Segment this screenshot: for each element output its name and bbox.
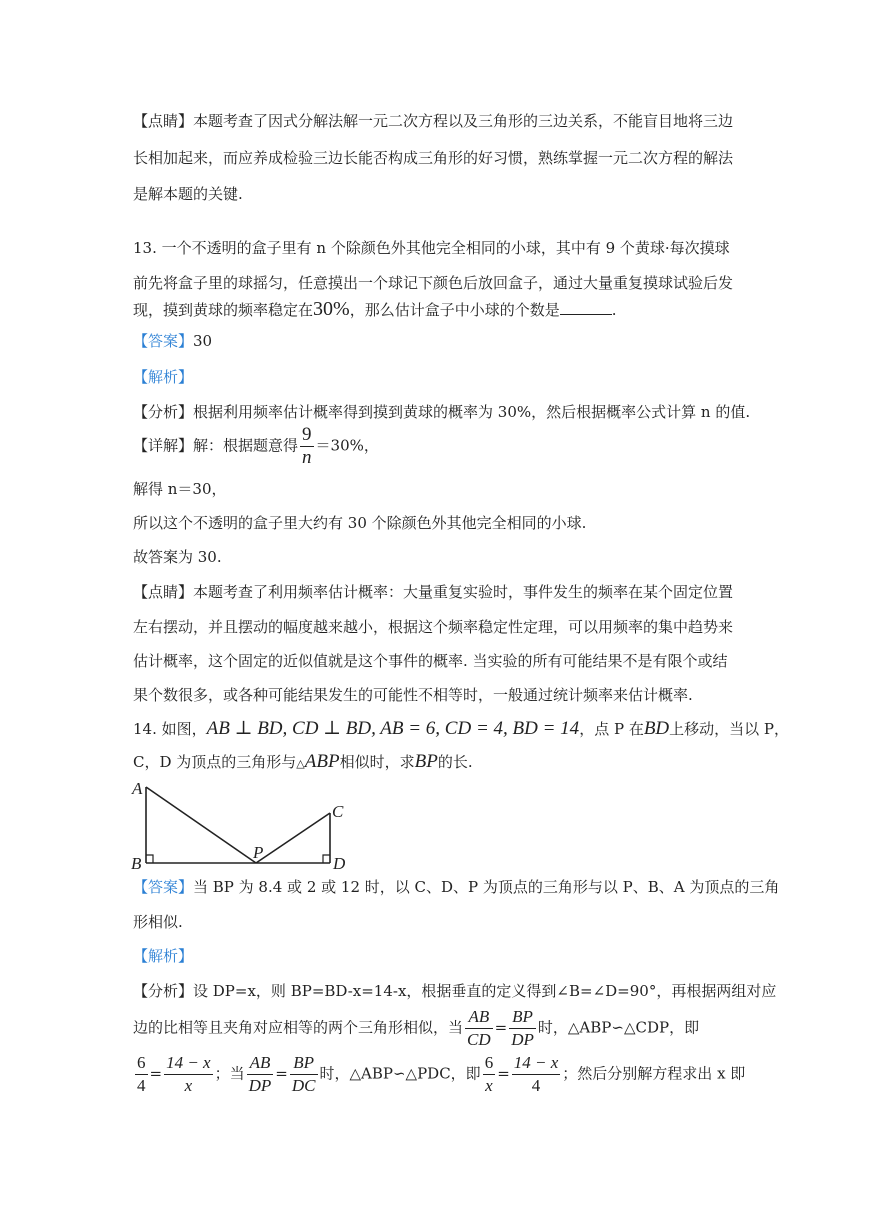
answer-tag: 【答案】 [133,332,194,350]
q13-stem-text: 现，摸到黄球的频率稳定在 [133,301,314,319]
q14-segment-bd: BD [643,718,670,739]
q13-stem-end: . [611,301,617,319]
prev-review-text-1: 本题考查了因式分解法解一元二次方程以及三角形的三边关系，不能盲目地将三边 [193,112,734,130]
fraction-denominator: DP [248,1076,272,1095]
fraction-numerator: 6 [137,1053,146,1072]
equals-sign: = [494,1018,508,1037]
fraction-denominator: CD [467,1030,491,1049]
fraction-numerator: AB [249,1053,271,1072]
q14-analysis-head [133,945,193,967]
fraction-numerator: 14 − x [166,1053,211,1072]
fraction-6-4 [135,1052,148,1097]
label-c: C [332,802,344,821]
q14-stem2-text-3: 的长. [437,753,473,771]
fraction-6-over-x [483,1052,496,1097]
q13-review-line-4: 果个数很多，或各种可能结果发生的可能性不相等时，一般通过统计频率来估计概率. [133,686,693,704]
q14-stem-text-2: ，点 P 在 [579,720,644,738]
label-b: B [131,854,142,871]
q13-step-1: 解得 n＝30， [133,480,227,498]
q14-analyze-text-4: ；当 [214,1064,245,1083]
q13-analysis-head [133,366,193,388]
analyze-tag: 【分析】 [133,403,194,421]
prev-review-line-3: 是解本题的关键. [133,185,243,203]
answer-tag: 【答案】 [133,878,194,896]
q13-review-line-1 [133,581,733,603]
label-d: D [333,854,346,871]
label-p: P [253,843,264,862]
fraction-ab-dp [247,1052,274,1097]
q14-stem2-text: C，D 为顶点的三角形与 [133,753,297,771]
fraction-denominator: DP [511,1030,534,1049]
q13-review-line-3: 估计概率，这个固定的近似值就是这个事件的概率. 当实验的所有可能结果不是有限个或结 [133,652,728,670]
right-angle-mark-b [146,855,153,863]
fraction-denominator: x [483,1074,496,1097]
q14-analyze-text-3: 时，△ABP∽△CDP，即 [537,1018,700,1037]
analyze-tag: 【分析】 [133,982,194,1000]
q14-analyze-text-2: 边的比相等且夹角对应相等的两个三角形相似，当 [133,1018,464,1037]
fraction-bp-dc [290,1052,318,1097]
fraction-14-x-over-x [164,1052,213,1097]
fraction-denominator: DC [291,1076,316,1095]
q14-analyze-line-1 [133,980,776,1002]
q14-triangle-abp: ABP [304,751,340,772]
q13-review-text-1: 本题考查了利用频率估计概率：大量重复实验时，事件发生的频率在某个固定位置 [193,583,734,601]
geometry-figure [130,779,352,871]
q13-review-line-2: 左右摆动，并且摆动的幅度越来越小，根据这个频率稳定性定理，可以用频率的集中趋势来 [133,618,734,636]
q14-stem-line-1 [133,718,789,740]
fraction-denominator: 4 [512,1074,561,1097]
q13-detail-text-2: ＝30%， [315,436,379,455]
fraction-denominator: 4 [137,1076,146,1095]
fraction-bp-dp [509,1006,536,1051]
q13-stem-line-1: 13. 一个不透明的盒子里有 n 个除颜色外其他完全相同的小球，其中有 9 个黄球·每次摸球 [133,239,730,257]
fraction-numerator: BP [293,1053,315,1072]
prev-review-line-1 [133,110,733,132]
q13-analyze-text: 根据利用频率估计概率得到摸到黄球的概率为 30%，然后根据概率公式计算 n 的值. [193,403,751,421]
equals-sign: = [275,1064,288,1083]
q14-segment-bp: BP [414,751,438,772]
equals-sign: = [497,1064,510,1083]
segment-ap [146,787,256,863]
q13-stem-line-2: 前先将盒子里的球摇匀，任意摸出一个球记下颜色后放回盒子，通过大量重复摸球试验后发 [133,274,734,292]
q13-step-3: 故答案为 30. [133,548,222,566]
q13-percent: 30% [313,298,350,320]
fraction-ab-cd [465,1006,493,1051]
review-tag: 【点睛】 [133,112,194,130]
q13-analyze-line [133,401,750,423]
fraction-numerator: 6 [484,1053,494,1072]
q14-answer-line-1 [133,876,779,898]
q14-answer-line-2: 形相似. [133,913,183,931]
right-angle-mark-d [323,855,330,863]
q14-analyze-text-5: 时，△ABP∽△PDC，即 [319,1064,481,1083]
fraction-numerator: BP [512,1007,533,1026]
label-a: A [132,779,143,798]
q14-conditions: AB ⊥ BD, CD ⊥ BD, AB = 6, CD = 4, BD = 14 [206,718,580,739]
q13-fraction [300,424,314,469]
fraction-denominator: n [302,447,312,468]
q14-analyze-line-3 [133,1052,745,1097]
q13-answer-value: 30 [193,332,213,350]
q14-stem-line-2 [133,751,473,775]
q13-stem-text-2: ，那么估计盒子中小球的个数是 [349,301,560,319]
q13-step-2: 所以这个不透明的盒子里大约有 30 个除颜色外其他完全相同的小球. [133,514,587,532]
q14-analyze-line-2 [133,1006,699,1051]
q13-stem-line-3 [133,298,616,321]
q14-analyze-text-6: ；然后分别解方程求出 x 即 [562,1064,746,1083]
fraction-14-x-over-4 [512,1052,561,1097]
segment-pc [256,813,330,863]
q14-answer-text-1: 当 BP 为 8.4 或 2 或 12 时，以 C、D、P 为顶点的三角形与以 P、B、A 为顶点的三角 [193,878,780,896]
q13-answer-line [133,330,212,352]
q14-analyze-text-1: 设 DP=x，则 BP=BD-x=14-x，根据垂直的定义得到∠B=∠D=90°，再根据两组对应 [193,982,777,1000]
triangle-symbol: △ [296,757,305,770]
q13-detail-line [133,424,379,469]
fraction-denominator: x [164,1074,213,1097]
q14-stem-text-3: 上移动，当以 P， [669,720,790,738]
review-tag: 【点睛】 [133,583,194,601]
equals-sign: = [149,1064,163,1083]
fraction-numerator: AB [468,1007,490,1026]
answer-blank [560,300,612,315]
analysis-tag: 【解析】 [133,947,194,965]
prev-review-line-2: 长相加起来，而应养成检验三边长能否构成三角形的好习惯，熟练掌握一元二次方程的解法 [133,149,734,167]
fraction-numerator: 9 [302,424,312,445]
detail-tag: 【详解】 [133,436,194,455]
q13-detail-text: 解：根据题意得 [193,436,299,455]
q14-stem-text: 14. 如图， [133,720,207,738]
q14-stem2-text-2: 相似时，求 [339,753,415,771]
fraction-numerator: 14 − x [513,1053,559,1072]
analysis-tag: 【解析】 [133,368,194,386]
